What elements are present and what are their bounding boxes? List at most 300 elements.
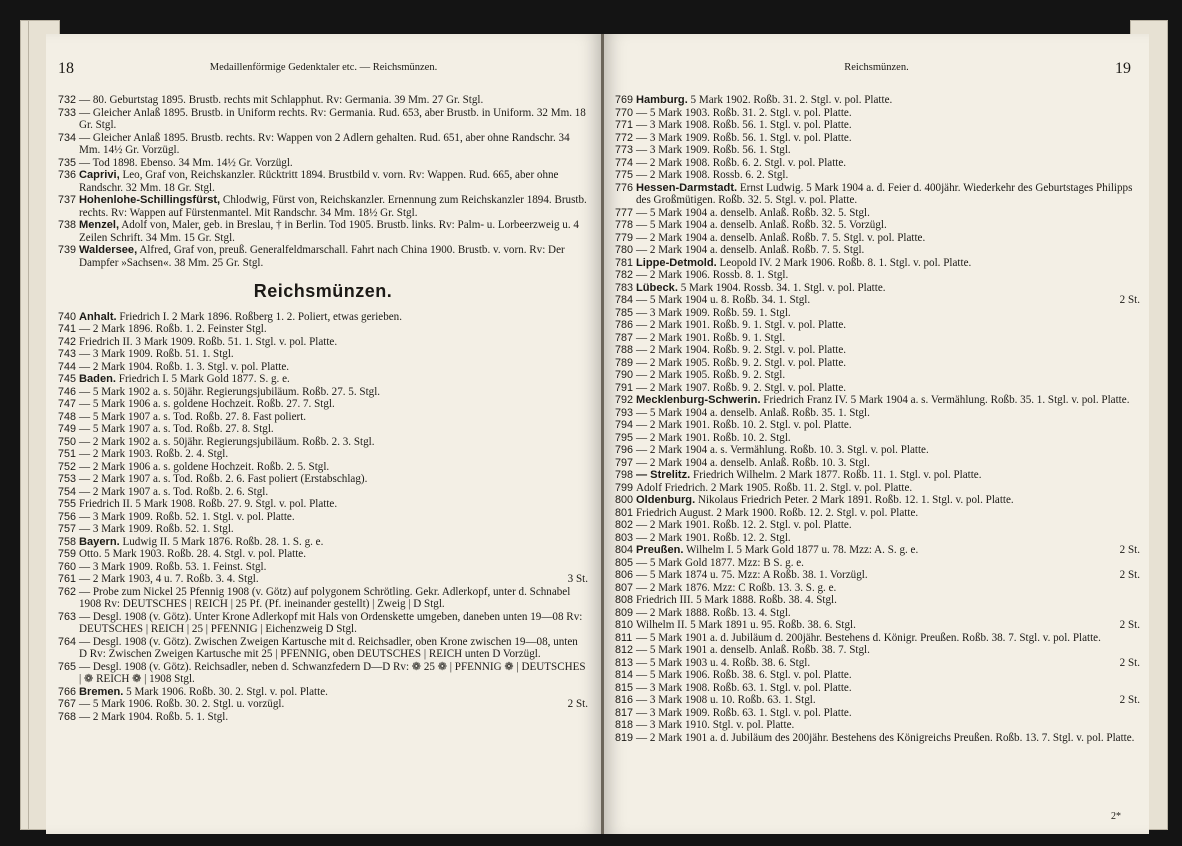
entry-number: 749	[58, 423, 77, 435]
catalog-entry	[58, 486, 588, 499]
entry-text: Otto. 5 Mark 1903. Roßb. 28. 4. Stgl. v. pol. Platte.	[79, 548, 307, 560]
entry-number: 745	[58, 373, 77, 385]
catalog-entry	[58, 511, 588, 524]
catalog-entry	[615, 632, 1140, 645]
entry-heading: Baden.	[79, 373, 116, 385]
entry-number: 788	[615, 344, 634, 356]
entry-text: — Desgl. 1908 (v. Götz). Zwischen Zweigen Kartusche mit d. Reichsadler, oben Krone zwischen 19—08, unten D Rv: Zwischen Zweigen Kartusche mit 25 | PFENNIG, oben DEUTSCHES | REICH unten D Vorzügl.	[79, 635, 578, 660]
entry-text: 5 Mark 1906. Roßb. 30. 2. Stgl. v. pol. Platte.	[123, 685, 328, 698]
entry-number: 811	[615, 631, 633, 644]
entry-number: 743	[58, 348, 77, 360]
catalog-entry	[615, 719, 1140, 732]
entry-number: 792	[615, 394, 634, 406]
entry-heading: Lübeck.	[636, 281, 678, 294]
entry-number: 775	[615, 169, 634, 181]
entry-text: — 3 Mark 1909. Roßb. 52. 1. Stgl. v. pol. Platte.	[79, 510, 295, 523]
entry-heading: — Strelitz.	[636, 469, 691, 481]
catalog-entry	[58, 561, 588, 574]
catalog-entry	[58, 169, 588, 194]
entry-text: — Desgl. 1908 (v. Götz). Reichsadler, neben d. Schwanzfedern D—D Rv: ❁ 25 ❁ | PFENNIG ❁ | DEUTSCHES | ❁ REICH ❁ | 1908 Stgl.	[79, 660, 586, 685]
catalog-entry	[58, 132, 588, 157]
entry-text: — 5 Mark 1907 a. s. Tod. Roßb. 27. 8. Stgl.	[79, 423, 274, 435]
entry-number: 793	[615, 406, 634, 419]
entry-number: 790	[615, 369, 634, 381]
catalog-list-coins	[58, 311, 588, 724]
entry-text: — 2 Mark 1902 a. s. 50jähr. Regierungsjubiläum. Roßb. 2. 3. Stgl.	[79, 435, 375, 448]
entry-heading: Anhalt.	[79, 310, 117, 323]
entry-text: — 5 Mark 1904 a. denselb. Anlaß. Roßb. 32. 5. Vorzügl.	[636, 219, 887, 231]
entry-number: 746	[58, 385, 77, 398]
catalog-entry	[615, 119, 1140, 132]
entry-number: 737	[58, 194, 77, 206]
entry-text: — Gleicher Anlaß 1895. Brustb. rechts. Rv: Wappen von 2 Adlern gehalten. Rud. 651, aber ohne Randschr. 34 Mm. 14½ Gr. Vorzügl.	[79, 131, 570, 156]
entry-number: 813	[615, 656, 634, 669]
entry-number: 798	[615, 469, 634, 481]
entry-quantity: 2 St.	[567, 698, 588, 710]
entry-text: Ernst Ludwig. 5 Mark 1904 a. d. Feier d. 400jähr. Wiederkehr des Geburtstages Philipps des Großmütigen. Roßb. 32. 5. Stgl. v. pol. Platte.	[636, 181, 1133, 206]
right-page-number: 19	[1115, 60, 1131, 77]
entry-number: 759	[58, 548, 77, 560]
entry-number: 783	[615, 281, 634, 294]
entry-heading: Bremen.	[79, 685, 124, 698]
entry-text: — 2 Mark 1904. Roßb. 1. 3. Stgl. v. pol. Platte.	[79, 360, 290, 373]
entry-number: 786	[615, 319, 634, 331]
catalog-entry	[58, 398, 588, 411]
catalog-entry	[58, 661, 588, 686]
entry-number: 761	[58, 573, 77, 585]
entry-number: 765	[58, 660, 77, 673]
entry-number: 772	[615, 131, 634, 144]
catalog-entry	[615, 94, 1140, 107]
entry-number: 756	[58, 510, 77, 523]
entry-text: Leo, Graf von, Reichskanzler. Rücktritt 1894. Brustbild v. vorn. Rv: Wappen. Rud. 665, aber ohne Randschr. 32 Mm. 18 Gr. Stgl.	[79, 169, 559, 194]
entry-text: Wilhelm II. 5 Mark 1891 u. 95. Roßb. 38. 6. Stgl.	[636, 619, 856, 631]
entry-text: Ludwig II. 5 Mark 1876. Roßb. 28. 1. S. g. e.	[119, 535, 324, 548]
catalog-entry	[58, 107, 588, 132]
entry-text: — 80. Geburtstag 1895. Brustb. rechts mit Schlapphut. Rv: Germania. 39 Mm. 27 Gr. Stgl.	[79, 94, 484, 106]
catalog-entry	[615, 569, 1140, 582]
entry-number: 812	[615, 644, 634, 656]
entry-number: 755	[58, 498, 77, 510]
entry-number: 800	[615, 494, 634, 506]
entry-number: 805	[615, 556, 634, 569]
right-running-head: Reichsmünzen.	[844, 62, 909, 73]
entry-number: 760	[58, 560, 77, 573]
entry-number: 784	[615, 294, 634, 306]
signature-mark: 2*	[1111, 811, 1121, 822]
catalog-entry	[615, 344, 1140, 357]
entry-number: 794	[615, 419, 634, 431]
catalog-entry	[58, 323, 588, 336]
catalog-entry	[615, 244, 1140, 257]
entry-text: — Probe zum Nickel 25 Pfennig 1908 (v. Götz) auf polygonem Schrötling. Gekr. Adlerkopf, unter d. Schnabel 1908 Rv: DEUTSCHES | REICH | 25 Pf. (Pf. ineinander gestellt) | Zweig | D Stgl.	[79, 585, 571, 610]
catalog-entry	[615, 169, 1140, 182]
entry-number: 739	[58, 244, 77, 256]
catalog-entry	[615, 432, 1140, 445]
entry-text: — 5 Mark 1901 a. d. Jubiläum d. 200jähr. Bestehens d. Königr. Preußen. Roßb. 38. 7. Stgl. v. pol. Platte.	[636, 631, 1101, 644]
entry-number: 741	[58, 323, 77, 335]
entry-number: 754	[58, 485, 77, 498]
entry-number: 740	[58, 310, 77, 323]
catalog-entry	[615, 319, 1140, 332]
catalog-entry	[615, 469, 1140, 482]
entry-number: 751	[58, 448, 77, 460]
catalog-entry	[58, 711, 588, 724]
entry-text: — 2 Mark 1907. Roßb. 9. 2. Stgl. v. pol. Platte.	[636, 381, 847, 394]
entry-number: 776	[615, 181, 634, 194]
left-entries	[58, 94, 588, 723]
entry-text: — 3 Mark 1910. Stgl. v. pol. Platte.	[636, 719, 795, 731]
catalog-entry	[58, 461, 588, 474]
catalog-entry	[615, 594, 1140, 607]
entry-text: — 3 Mark 1908. Roßb. 56. 1. Stgl. v. pol. Platte.	[636, 119, 852, 131]
entry-number: 771	[615, 119, 634, 131]
entry-number: 738	[58, 219, 77, 231]
entry-number: 801	[615, 506, 634, 519]
catalog-entry	[615, 269, 1140, 282]
catalog-list-coins-cont	[615, 94, 1140, 744]
catalog-entry	[615, 682, 1140, 695]
entry-number: 806	[615, 569, 634, 581]
entry-quantity: 2 St.	[1119, 544, 1140, 556]
entry-number: 735	[58, 156, 77, 169]
catalog-entry	[58, 448, 588, 461]
entry-text: — 5 Mark 1906. Roßb. 38. 6. Stgl. v. pol. Platte.	[636, 669, 852, 681]
entry-text: — 2 Mark 1904 a. denselb. Anlaß. Roßb. 10. 3. Stgl.	[636, 456, 870, 469]
catalog-entry	[615, 107, 1140, 120]
catalog-entry	[58, 548, 588, 561]
entry-number: 782	[615, 269, 634, 281]
entry-text: — 2 Mark 1901. Roßb. 10. 2. Stgl.	[636, 431, 791, 444]
catalog-entry	[58, 686, 588, 699]
entry-text: — 2 Mark 1896. Roßb. 1. 2. Feinster Stgl.	[79, 323, 267, 335]
catalog-entry	[58, 473, 588, 486]
entry-quantity: 3 St.	[567, 573, 588, 585]
entry-number: 808	[615, 594, 634, 606]
catalog-entry	[58, 573, 588, 586]
entry-quantity: 2 St.	[1119, 294, 1140, 306]
entry-heading: Caprivi,	[79, 169, 120, 181]
catalog-entry	[615, 607, 1140, 620]
catalog-entry	[615, 494, 1140, 507]
entry-text: Chlodwig, Fürst von, Reichskanzler. Ernennung zum Reichskanzler 1894. Brustb. rechts. Rv: Wappen auf Fürstenmantel. Mit Randschr. 34 Mm. 18½ Gr. Stgl.	[79, 194, 587, 219]
entry-number: 819	[615, 731, 634, 744]
entry-text: — 2 Mark 1888. Roßb. 13. 4. Stgl.	[636, 606, 791, 619]
entry-text: Friedrich II. 3 Mark 1909. Roßb. 51. 1. Stgl. v. pol. Platte.	[79, 335, 338, 348]
entry-number: 748	[58, 410, 77, 423]
entry-text: — 2 Mark 1903. Roßb. 2. 4. Stgl.	[79, 448, 229, 460]
entry-number: 744	[58, 360, 77, 373]
entry-text: — 2 Mark 1904. Roßb. 9. 2. Stgl. v. pol. Platte.	[636, 344, 847, 356]
catalog-entry	[58, 411, 588, 424]
catalog-entry	[58, 423, 588, 436]
entry-number: 732	[58, 94, 77, 106]
catalog-entry	[615, 519, 1140, 532]
catalog-entry	[615, 707, 1140, 720]
entry-text: — 5 Mark 1906. Roßb. 30. 2. Stgl. u. vorzügl.	[79, 698, 285, 710]
entry-text: — 5 Mark 1874 u. 75. Mzz: A Roßb. 38. 1. Vorzügl.	[636, 569, 868, 581]
catalog-entry	[58, 636, 588, 661]
entry-number: 799	[615, 481, 634, 494]
catalog-entry	[615, 582, 1140, 595]
catalog-entry	[58, 94, 588, 107]
entry-text: — 2 Mark 1906 a. s. goldene Hochzeit. Roßb. 2. 5. Stgl.	[79, 460, 330, 473]
entry-text: — 2 Mark 1905. Roßb. 9. 2. Stgl.	[636, 369, 786, 381]
entry-number: 767	[58, 698, 77, 710]
entry-number: 810	[615, 619, 634, 631]
entry-text: Adolf von, Maler, geb. in Breslau, † in Berlin. Tod 1905. Brustb. links. Rv: Palm- u. Lorbeerzweig u. 4 Zeilen Schrift. 34 Mm. 15 Gr. Stgl.	[79, 219, 579, 244]
entry-number: 768	[58, 710, 77, 723]
open-book	[20, 14, 1166, 836]
entry-text: Friedrich August. 2 Mark 1900. Roßb. 12. 2. Stgl. v. pol. Platte.	[636, 506, 919, 519]
catalog-entry	[58, 336, 588, 349]
catalog-entry	[615, 444, 1140, 457]
entry-text: — 2 Mark 1904 a. s. Vermählung. Roßb. 10. 3. Stgl. v. pol. Platte.	[636, 444, 929, 456]
catalog-entry	[615, 382, 1140, 395]
entry-number: 773	[615, 144, 634, 156]
section-title: Reichsmünzen.	[253, 281, 393, 301]
entry-text: — 3 Mark 1909. Roßb. 63. 1. Stgl. v. pol. Platte.	[636, 706, 852, 719]
entry-number: 763	[58, 610, 77, 623]
catalog-entry	[58, 157, 588, 170]
entry-text: Friedrich I. 5 Mark Gold 1877. S. g. e.	[116, 373, 290, 385]
entry-text: Adolf Friedrich. 2 Mark 1905. Roßb. 11. 2. Stgl. v. pol. Platte.	[636, 481, 913, 494]
entry-number: 781	[615, 256, 634, 269]
entry-number: 818	[615, 719, 634, 731]
entry-text: Friedrich II. 5 Mark 1908. Roßb. 27. 9. Stgl. v. pol. Platte.	[79, 498, 338, 510]
entry-number: 757	[58, 523, 77, 535]
catalog-entry	[58, 536, 588, 549]
catalog-entry	[615, 419, 1140, 432]
entry-text: Nikolaus Friedrich Peter. 2 Mark 1891. Roßb. 12. 1. Stgl. v. pol. Platte.	[695, 494, 1014, 506]
catalog-entry	[615, 294, 1140, 307]
right-page	[604, 34, 1149, 834]
catalog-entry	[58, 194, 588, 219]
entry-heading: Hohenlohe-Schillingsfürst,	[79, 194, 221, 206]
entry-text: — Tod 1898. Ebenso. 34 Mm. 14½ Gr. Vorzügl.	[79, 156, 293, 169]
entry-text: — 5 Mark 1904 a. denselb. Anlaß. Roßb. 35. 1. Stgl.	[636, 406, 870, 419]
catalog-entry	[615, 457, 1140, 470]
catalog-entry	[615, 369, 1140, 382]
entry-number: 764	[58, 635, 77, 648]
entry-text: — 2 Mark 1901. Roßb. 10. 2. Stgl. v. pol. Platte.	[636, 419, 852, 431]
entry-text: — 2 Mark 1904 a. denselb. Anlaß. Roßb. 7. 5. Stgl.	[636, 244, 865, 256]
catalog-entry	[615, 644, 1140, 657]
entry-text: — 2 Mark 1876. Mzz: C Roßb. 13. 3. S. g. e.	[636, 581, 837, 594]
entry-text: — 2 Mark 1901. Roßb. 9. 1. Stgl. v. pol. Platte.	[636, 319, 847, 331]
catalog-entry	[58, 244, 588, 269]
entry-number: 758	[58, 535, 77, 548]
entry-quantity: 2 St.	[1119, 619, 1140, 631]
entry-number: 766	[58, 685, 77, 698]
catalog-entry	[58, 348, 588, 361]
entry-number: 762	[58, 585, 77, 598]
left-page-number: 18	[58, 60, 74, 77]
entry-number: 795	[615, 431, 634, 444]
left-running-head: Medaillenförmige Gedenktaler etc. — Reichsmünzen.	[209, 62, 438, 73]
catalog-entry	[615, 144, 1140, 157]
entry-heading: Menzel,	[79, 219, 120, 231]
entry-number: 774	[615, 156, 634, 169]
entry-heading: Oldenburg.	[636, 494, 696, 506]
catalog-entry	[58, 361, 588, 374]
entry-number: 809	[615, 606, 634, 619]
entry-number: 791	[615, 381, 634, 394]
entry-text: — 3 Mark 1909. Roßb. 56. 1. Stgl. v. pol. Platte.	[636, 131, 852, 144]
catalog-entry	[58, 219, 588, 244]
entry-text: — Gleicher Anlaß 1895. Brustb. in Uniform rechts. Rv: Germania. Rud. 653, aber Brustb. in Uniform. 32 Mm. 18 Gr. Stgl.	[79, 106, 586, 131]
entry-text: — 3 Mark 1909. Roßb. 56. 1. Stgl.	[636, 144, 791, 156]
entry-text: — 5 Mark 1901 a. denselb. Anlaß. Roßb. 38. 7. Stgl.	[636, 644, 870, 656]
catalog-entry	[615, 282, 1140, 295]
entry-number: 796	[615, 444, 634, 456]
entry-number: 778	[615, 219, 634, 231]
entry-text: Friedrich Wilhelm. 2 Mark 1877. Roßb. 11. 1. Stgl. v. pol. Platte.	[690, 469, 982, 481]
catalog-entry	[615, 482, 1140, 495]
entry-text: Wilhelm I. 5 Mark Gold 1877 u. 78. Mzz: A. S. g. e.	[683, 544, 919, 556]
entry-text: — 2 Mark 1907 a. s. Tod. Roßb. 2. 6. Fast poliert (Erstabschlag).	[79, 473, 368, 485]
catalog-entry	[615, 157, 1140, 170]
entry-text: — 3 Mark 1909. Roßb. 52. 1. Stgl.	[79, 523, 234, 535]
entry-text: — 5 Mark 1904 u. 8. Roßb. 34. 1. Stgl.	[636, 294, 811, 306]
catalog-entry	[58, 373, 588, 386]
entry-number: 752	[58, 460, 77, 473]
catalog-entry	[615, 219, 1140, 232]
entry-text: Leopold IV. 2 Mark 1906. Roßb. 8. 1. Stgl. v. pol. Platte.	[716, 256, 972, 269]
entry-heading: Lippe-Detmold.	[636, 256, 717, 269]
entry-text: — 2 Mark 1907 a. s. Tod. Roßb. 2. 6. Stgl.	[79, 485, 269, 498]
catalog-entry	[615, 332, 1140, 345]
entry-text: — 2 Mark 1901. Roßb. 12. 2. Stgl.	[636, 531, 791, 544]
entry-text: 5 Mark 1904. Rossb. 34. 1. Stgl. v. pol. Platte.	[677, 281, 886, 294]
catalog-entry	[58, 586, 588, 611]
catalog-entry	[615, 232, 1140, 245]
entry-number: 747	[58, 398, 77, 410]
entry-number: 797	[615, 456, 634, 469]
entry-heading: Hessen-Darmstadt.	[636, 181, 738, 194]
entry-text: — 3 Mark 1909. Roßb. 59. 1. Stgl.	[636, 306, 791, 319]
catalog-entry	[615, 182, 1140, 207]
entry-number: 815	[615, 681, 634, 694]
entry-text: Friedrich III. 5 Mark 1888. Roßb. 38. 4. Stgl.	[636, 594, 837, 606]
entry-text: — 2 Mark 1904. Roßb. 5. 1. Stgl.	[79, 710, 229, 723]
entry-text: — 2 Mark 1908. Roßb. 6. 2. Stgl. v. pol. Platte.	[636, 156, 847, 169]
catalog-entry	[615, 694, 1140, 707]
catalog-entry	[58, 698, 588, 711]
entry-text: — 2 Mark 1903, 4 u. 7. Roßb. 3. 4. Stgl.	[79, 573, 259, 585]
entry-text: — 5 Mark 1907 a. s. Tod. Roßb. 27. 8. Fast poliert.	[79, 410, 307, 423]
catalog-entry	[615, 357, 1140, 370]
catalog-entry	[58, 436, 588, 449]
entry-text: — 3 Mark 1908 u. 10. Roßb. 63. 1. Stgl.	[636, 694, 816, 706]
entry-text: — 5 Mark 1906 a. s. goldene Hochzeit. Roßb. 27. 7. Stgl.	[79, 398, 335, 410]
entry-number: 742	[58, 335, 77, 348]
entry-number: 769	[615, 94, 634, 106]
entry-text: — Desgl. 1908 (v. Götz). Unter Krone Adlerkopf mit Hals von Ordenskette umgeben, daneben unten 19—08 Rv: DEUTSCHES | REICH | 25 | PFENNIG | Eichenzweig D Stgl.	[79, 610, 583, 635]
entry-number: 780	[615, 244, 634, 256]
entry-heading: Mecklenburg-Schwerin.	[636, 394, 761, 406]
entry-number: 804	[615, 544, 634, 556]
entry-number: 803	[615, 531, 634, 544]
entry-number: 785	[615, 306, 634, 319]
entry-text: — 5 Mark 1903 u. 4. Roßb. 38. 6. Stgl.	[636, 656, 811, 669]
entry-number: 779	[615, 231, 634, 244]
catalog-entry	[58, 523, 588, 536]
entry-number: 789	[615, 356, 634, 369]
catalog-entry	[615, 507, 1140, 520]
entry-quantity: 2 St.	[1119, 569, 1140, 581]
entry-number: 807	[615, 581, 634, 594]
catalog-entry	[615, 207, 1140, 220]
entry-text: — 5 Mark 1904 a. denselb. Anlaß. Roßb. 32. 5. Stgl.	[636, 206, 870, 219]
catalog-entry	[615, 669, 1140, 682]
entry-text: 5 Mark 1902. Roßb. 31. 2. Stgl. v. pol. Platte.	[687, 94, 893, 106]
entry-text: Friedrich Franz IV. 5 Mark 1904 a. s. Vermählung. Roßb. 35. 1. Stgl. v. pol. Platte.	[760, 394, 1130, 406]
catalog-entry	[615, 657, 1140, 670]
left-page	[46, 34, 601, 834]
entry-text: — 2 Mark 1904 a. denselb. Anlaß. Roßb. 7. 5. Stgl. v. pol. Platte.	[636, 231, 926, 244]
entry-heading: Preußen.	[636, 544, 684, 556]
catalog-entry	[58, 498, 588, 511]
entry-text: Friedrich I. 2 Mark 1896. Roßberg 1. 2. Poliert, etwas gerieben.	[116, 310, 402, 323]
entry-number: 753	[58, 473, 77, 485]
entry-text: — 2 Mark 1908. Rossb. 6. 2. Stgl.	[636, 169, 789, 181]
catalog-entry	[615, 132, 1140, 145]
catalog-entry	[615, 557, 1140, 570]
catalog-entry	[615, 732, 1140, 745]
catalog-entry	[615, 407, 1140, 420]
entry-number: 733	[58, 106, 77, 119]
entry-number: 736	[58, 169, 77, 181]
entry-text: — 3 Mark 1909. Roßb. 53. 1. Feinst. Stgl.	[79, 560, 267, 573]
entry-text: — 5 Mark 1903. Roßb. 31. 2. Stgl. v. pol. Platte.	[636, 106, 852, 119]
entry-text: — 3 Mark 1909. Roßb. 51. 1. Stgl.	[79, 348, 234, 360]
entry-heading: Waldersee,	[79, 244, 138, 256]
catalog-entry	[615, 307, 1140, 320]
catalog-entry	[615, 394, 1140, 407]
entry-number: 777	[615, 206, 634, 219]
entry-text: — 5 Mark Gold 1877. Mzz: B S. g. e.	[636, 556, 804, 569]
entry-number: 770	[615, 106, 634, 119]
catalog-entry	[58, 311, 588, 324]
entry-text: Alfred, Graf von, preuß. Generalfeldmarschall. Fahrt nach China 1900. Brustb. v. vorn. Rv: Der Dampfer »Sachsen«. 38 Mm. 25 Gr. Stgl.	[79, 244, 565, 269]
right-entries	[615, 94, 1140, 744]
catalog-entry	[615, 544, 1140, 557]
entry-number: 817	[615, 706, 634, 719]
entry-number: 734	[58, 131, 77, 144]
entry-text: — 2 Mark 1906. Rossb. 8. 1. Stgl.	[636, 269, 789, 281]
entry-quantity: 2 St.	[1119, 656, 1140, 669]
entry-text: — 2 Mark 1905. Roßb. 9. 2. Stgl. v. pol. Platte.	[636, 356, 847, 369]
entry-number: 816	[615, 694, 634, 706]
entry-text: — 2 Mark 1901. Roßb. 12. 2. Stgl. v. pol. Platte.	[636, 519, 852, 531]
entry-text: — 3 Mark 1908. Roßb. 63. 1. Stgl. v. pol. Platte.	[636, 681, 852, 694]
entry-number: 802	[615, 519, 634, 531]
entry-text: — 2 Mark 1901 a. d. Jubiläum des 200jähr. Bestehens des Königreichs Preußen. Roßb. 13. 7. Stgl. v. pol. Platte.	[636, 731, 1135, 744]
entry-text: — 2 Mark 1901. Roßb. 9. 1. Stgl.	[636, 331, 786, 344]
entry-heading: Hamburg.	[636, 94, 688, 106]
catalog-entry	[615, 532, 1140, 545]
entry-quantity: 2 St.	[1119, 694, 1140, 706]
entry-text: — 5 Mark 1902 a. s. 50jähr. Regierungsjubiläum. Roßb. 27. 5. Stgl.	[79, 385, 381, 398]
catalog-list-medals	[58, 94, 588, 269]
catalog-entry	[615, 257, 1140, 270]
catalog-entry	[58, 386, 588, 399]
entry-number: 750	[58, 435, 77, 448]
entry-heading: Bayern.	[79, 535, 120, 548]
catalog-entry	[58, 611, 588, 636]
entry-number: 814	[615, 669, 634, 681]
